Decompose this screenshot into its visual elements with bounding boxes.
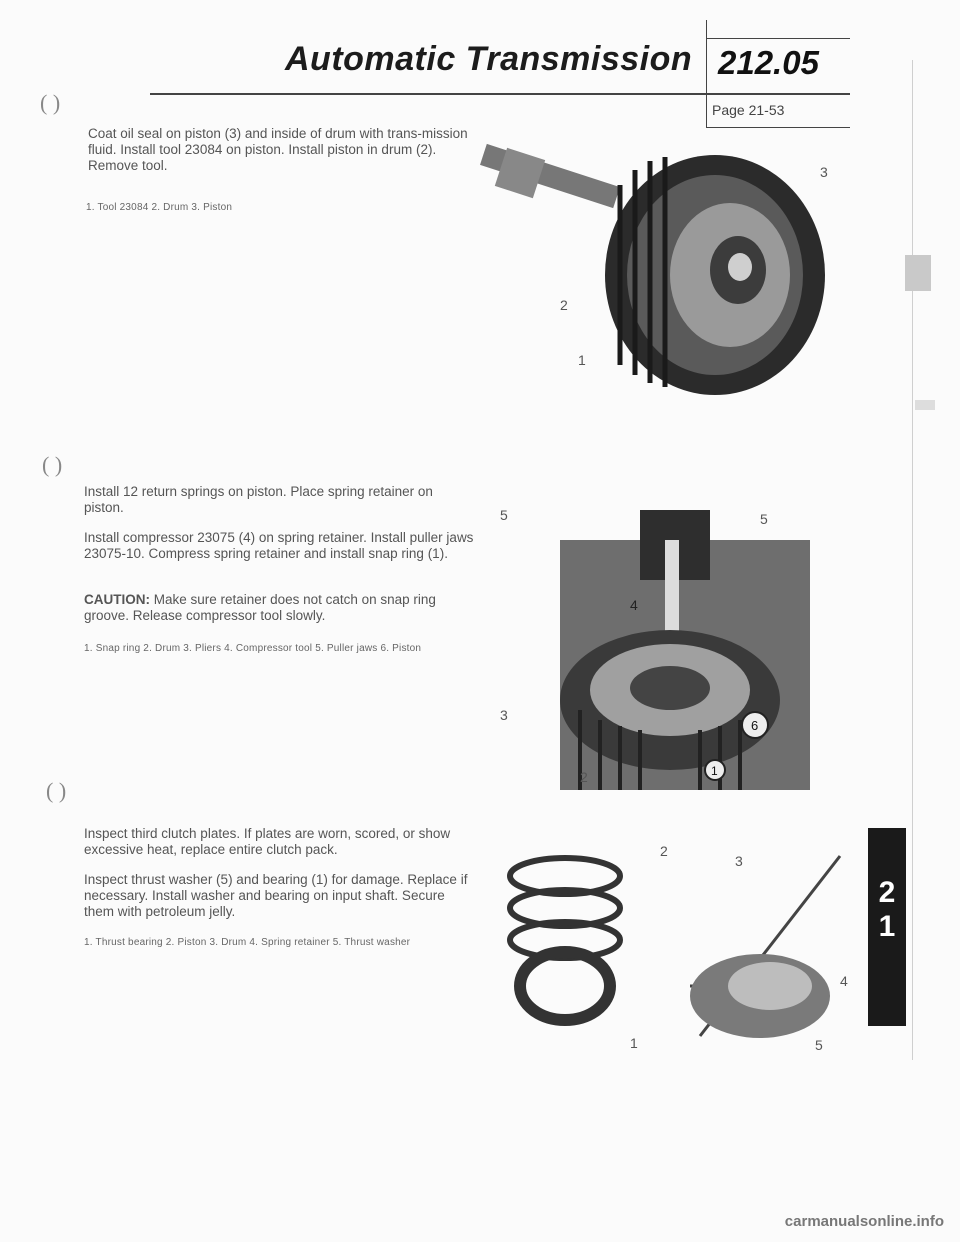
- scan-edge-mark-2: [915, 400, 935, 410]
- figure-1-label-2: 2: [560, 297, 568, 313]
- figure-2-label-6: 6: [751, 718, 759, 733]
- figure-2-label-3: 3: [500, 707, 508, 723]
- caution-label: CAUTION:: [84, 592, 150, 607]
- step-3-text-b: Inspect thrust washer (5) and bearing (1) for damage. Replace if necessary. Install washer and bearing on input shaft. Secure them with petroleum jelly.: [84, 872, 468, 919]
- header-rule: [150, 93, 850, 95]
- caution-text: Make sure retainer does not catch on snap ring groove. Release compressor tool slowly.: [84, 592, 436, 623]
- figure-1-label-1: 1: [578, 352, 586, 368]
- step-1-marker: ( ): [40, 90, 61, 115]
- figure-2-label-2: 2: [580, 769, 588, 785]
- section-box-left-rule: [706, 20, 707, 128]
- scan-edge-mark-1: [905, 255, 931, 291]
- chapter-tab: [868, 828, 906, 1026]
- figure-1-drum-piston: [470, 125, 850, 395]
- section-box-top-rule: [706, 38, 850, 39]
- step-2-text-a: Install 12 return springs on piston. Place spring retainer on piston.: [84, 484, 433, 515]
- document-title: Automatic Transmission: [285, 40, 693, 78]
- figure-3-label-1: 1: [630, 1035, 638, 1051]
- watermark: carmanualsonline.info: [784, 1213, 944, 1230]
- scan-edge-line: [912, 60, 913, 1060]
- figure-2-label-4: 4: [630, 597, 638, 613]
- figure-3-label-5: 5: [815, 1037, 823, 1053]
- step-2-caption: 1. Snap ring 2. Drum 3. Pliers 4. Compressor tool 5. Puller jaws 6. Piston: [84, 643, 422, 654]
- figure-2-label-5a: 5: [500, 507, 508, 523]
- figure-3-label-2: 2: [660, 843, 668, 859]
- step-3-caption: 1. Thrust bearing 2. Piston 3. Drum 4. Spring retainer 5. Thrust washer: [84, 937, 411, 948]
- step-3-marker: ( ): [46, 778, 67, 803]
- figure-2-label-5b: 5: [760, 511, 768, 527]
- figure-3-label-3: 3: [735, 853, 743, 869]
- chapter-tab-digit-1: 1: [878, 910, 896, 943]
- figure-1-label-3: 3: [820, 164, 828, 180]
- figure-2-label-1: 1: [711, 764, 718, 778]
- figure-2-compressor-tool: [490, 500, 860, 790]
- figure-3-clutch-plates: [490, 836, 860, 1056]
- step-2-marker: ( ): [42, 452, 63, 477]
- step-3-text-a: Inspect third clutch plates. If plates are worn, scored, or show excessive heat, replace entire clutch pack.: [84, 826, 451, 857]
- caution-note: [84, 592, 474, 624]
- step-1-caption: 1. Tool 23084 2. Drum 3. Piston: [86, 202, 233, 213]
- section-number: 212.05: [718, 44, 819, 81]
- step-2-text-b: Install compressor 23075 (4) on spring retainer. Install puller jaws 23075-10. Compress spring retainer and install snap ring (1).: [84, 530, 474, 561]
- chapter-tab-digit-2: 2: [878, 876, 896, 909]
- step-1-text: Coat oil seal on piston (3) and inside of drum with trans-mission fluid. Install tool 23084 on piston. Install piston in drum (2). Remove tool.: [88, 126, 468, 173]
- page-number: Page 21-53: [712, 102, 785, 118]
- figure-3-label-4: 4: [840, 973, 848, 989]
